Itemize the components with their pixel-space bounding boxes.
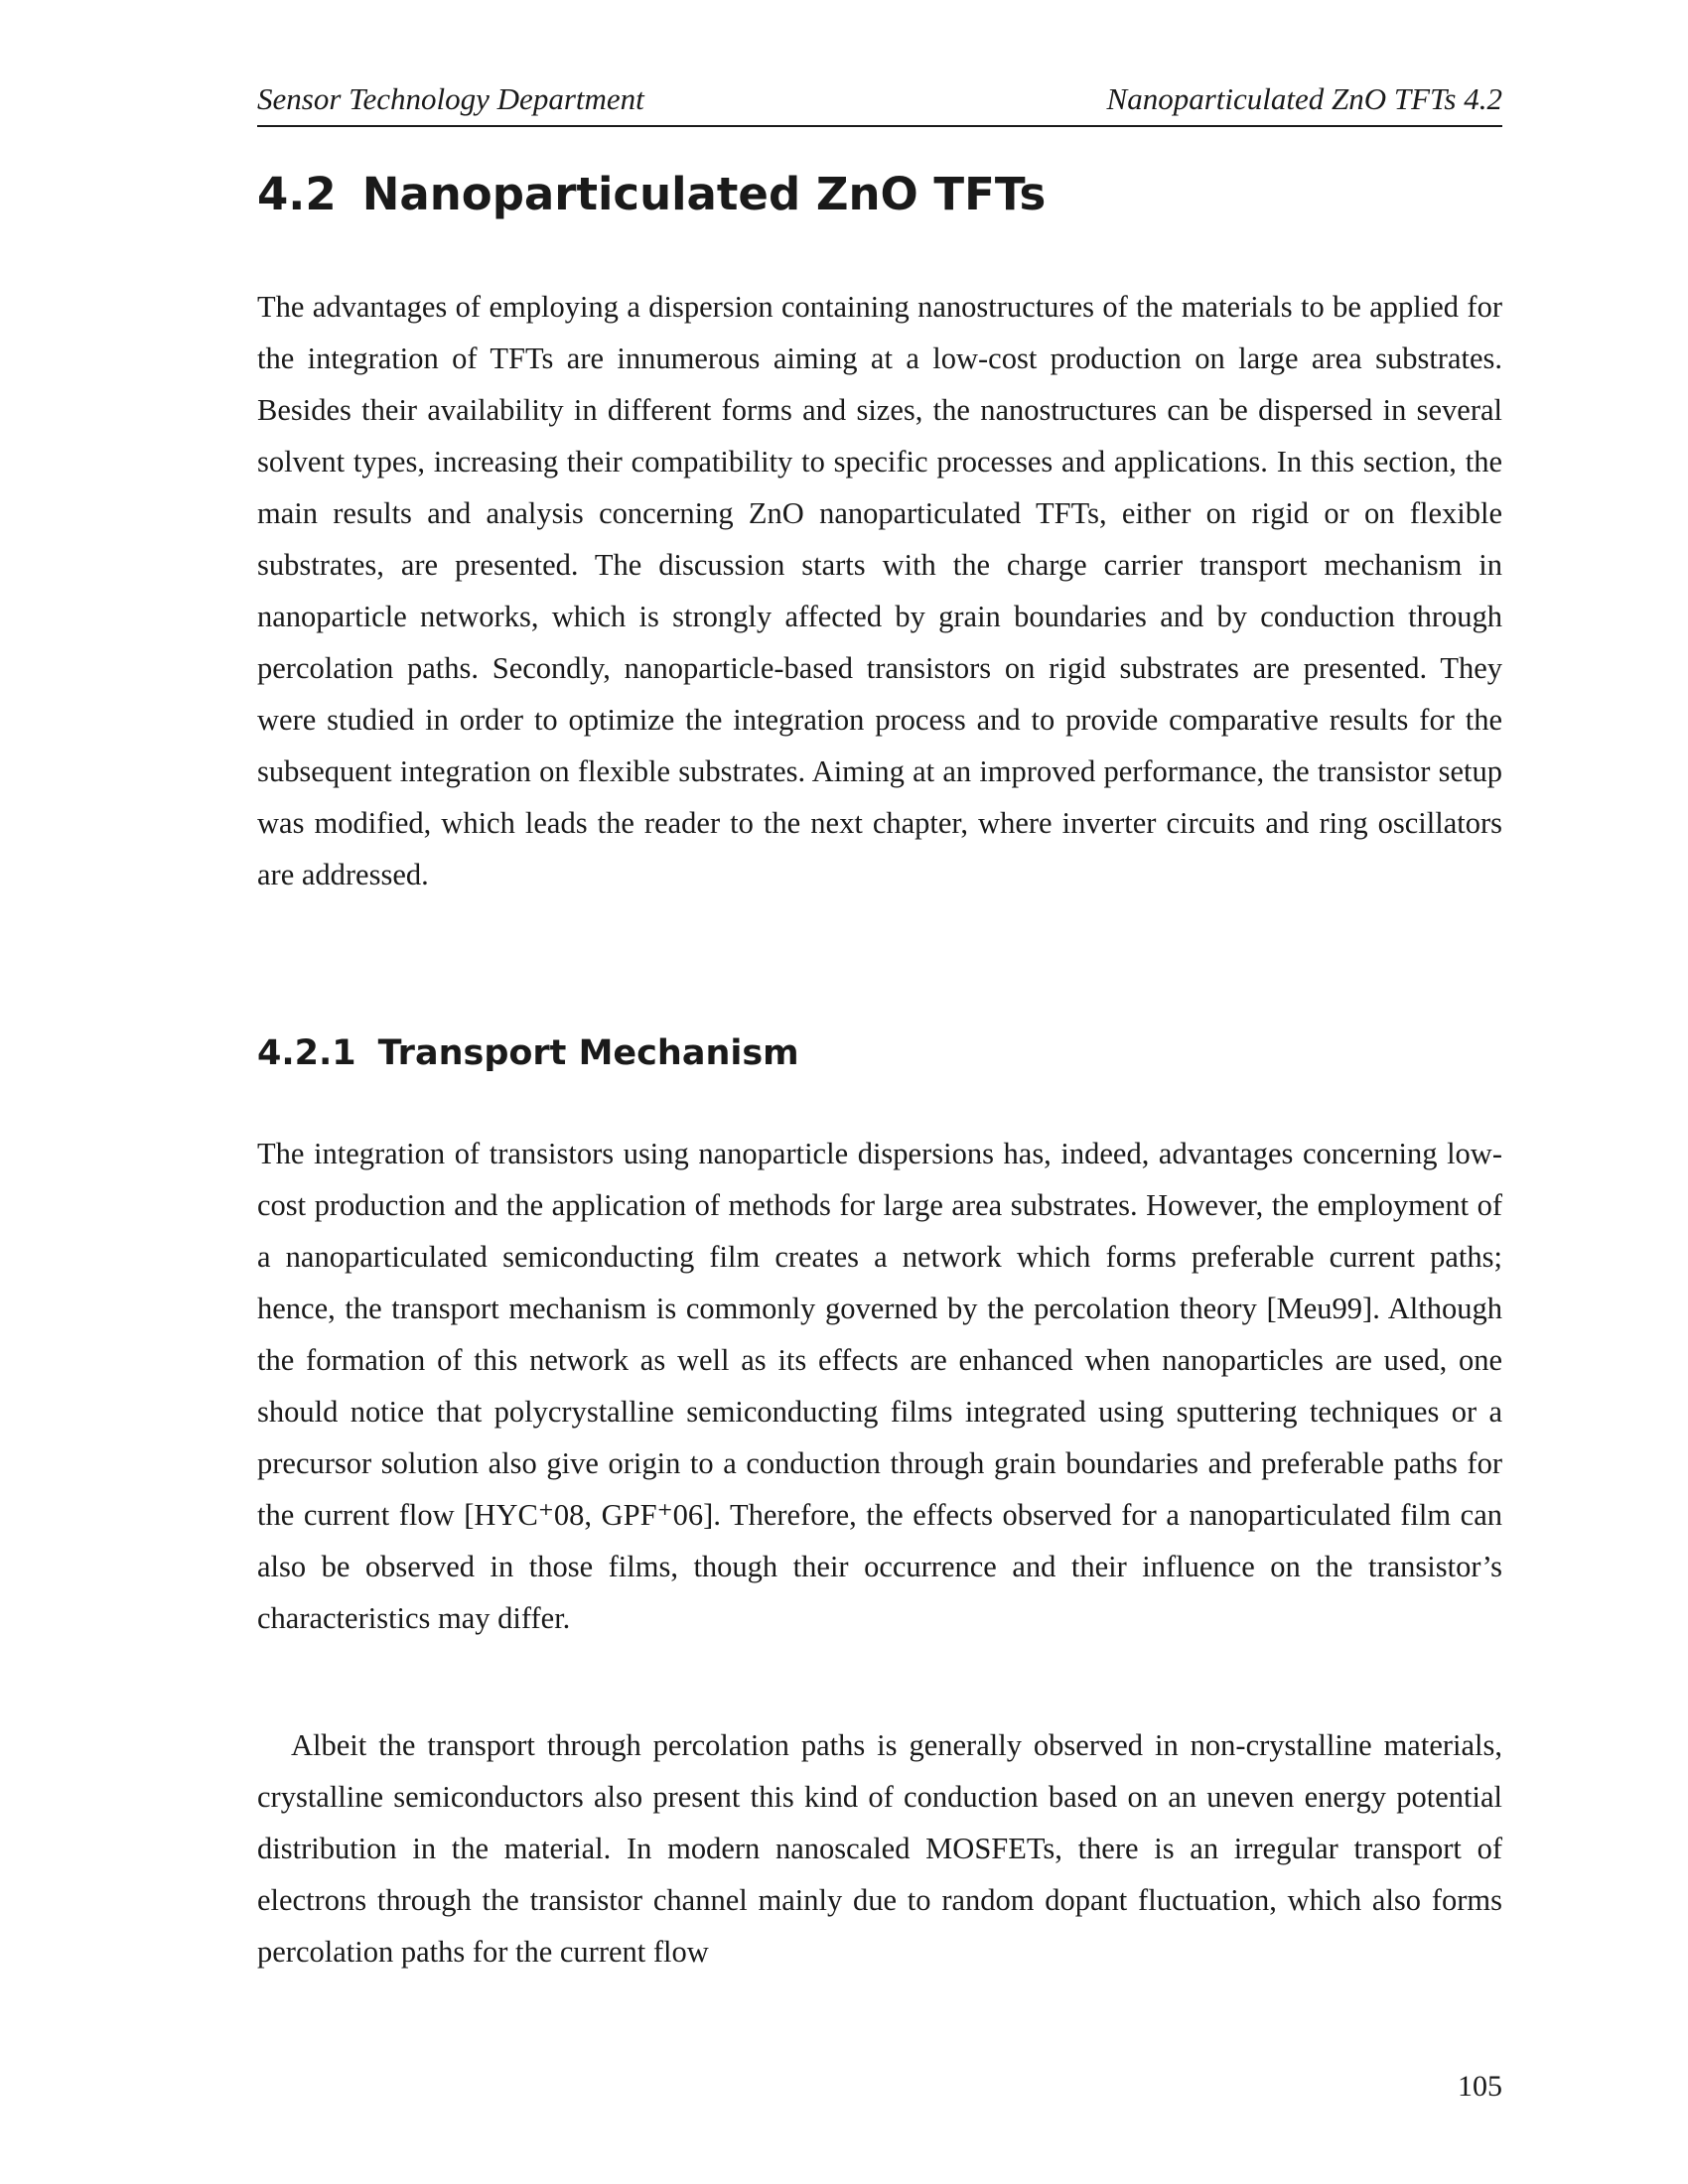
- subsection-title-text: Transport Mechanism: [377, 1033, 799, 1073]
- document-page: [257, 0, 1502, 2184]
- page-number: 105: [1458, 2070, 1502, 2103]
- header-section: Nanoparticulated ZnO TFTs 4.2: [1106, 81, 1502, 116]
- section-title: [257, 165, 1046, 224]
- subsection-title: [257, 1028, 799, 1078]
- paragraph-transport-2: Albeit the transport through percolation paths is generally observed in non-crystalline materials, crystalline semiconductors also present this kind of conduction based on an uneven energy potential distribution in the material. In modern nanoscaled MOSFETs, there is an irregular transport of electrons through the transistor channel mainly due to random dopant fluctuation, which also forms percolation paths for the current flow: [257, 1728, 1502, 1969]
- paragraph-intro: The advantages of employing a dispersion containing nanostructures of the materials to be applied for the integration of TFTs are innumerous aiming at a low-cost production on large area substrates. Besides their availability in different forms and sizes, the nanostructures can be dispersed in several solvent types, increasing their compatibility to specific processes and applications. In this section, the main results and analysis concerning ZnO nanoparticulated TFTs, either on rigid or on flexible substrates, are presented. The discussion starts with the charge carrier transport mechanism in nanoparticle networks, which is strongly affected by grain boundaries and by conduction through percolation paths. Secondly, nanoparticle-based transistors on rigid substrates are presented. They were studied in order to optimize the integration process and to provide comparative results for the subsequent integration on flexible substrates. Aiming at an improved performance, the transistor setup was modified, which leads the reader to the next chapter, where inverter circuits and ring oscillators are addressed.: [257, 290, 1502, 891]
- section-number: 4.2: [257, 168, 337, 220]
- section-title-text: Nanoparticulated ZnO TFTs: [361, 168, 1047, 220]
- running-header: [257, 79, 1502, 127]
- subsection-number: 4.2.1: [257, 1033, 356, 1073]
- header-department: Sensor Technology Department: [257, 81, 644, 116]
- paragraph-transport-1: The integration of transistors using nanoparticle dispersions has, indeed, advantages concerning low-cost production and the application of methods for large area substrates. However, the employment of a nanoparticulated semiconducting film creates a network which forms preferable current paths; hence, the transport mechanism is commonly governed by the percolation theory [Meu99]. Although the formation of this network as well as its effects are enhanced when nanoparticles are used, one should notice that polycrystalline semiconducting films integrated using sputtering techniques or a precursor solution also give origin to a conduction through grain boundaries and preferable paths for the current flow [HYC⁺08, GPF⁺06]. Therefore, the effects observed for a nanoparticulated film can also be observed in those films, though their occurrence and their influence on the transistor’s characteristics may differ.: [257, 1137, 1502, 1635]
